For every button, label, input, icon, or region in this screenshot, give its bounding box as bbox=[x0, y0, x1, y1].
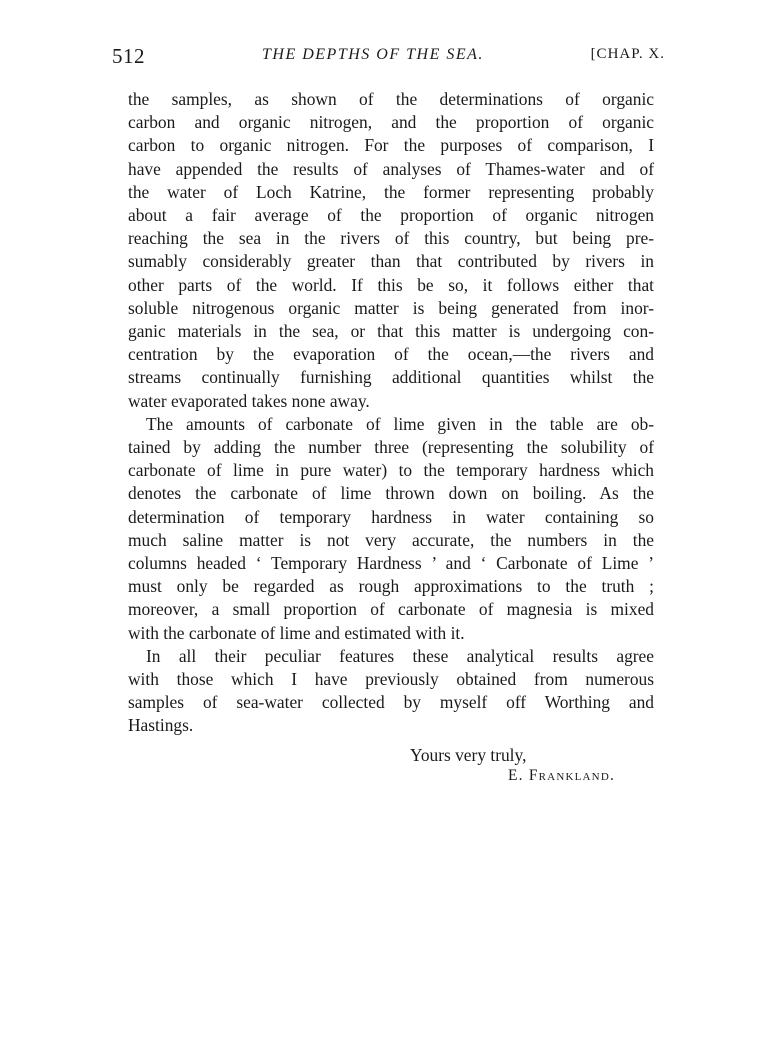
text-line: Hastings. bbox=[128, 715, 194, 736]
text-line: determination of temporary hardness in water containing so bbox=[128, 506, 654, 527]
page-header bbox=[112, 44, 665, 74]
text-line: carbon and organic nitrogen, and the proportion of organic bbox=[128, 112, 654, 133]
text-line: much saline matter is not very accurate, the numbers in the bbox=[128, 529, 654, 550]
running-title: THE DEPTHS OF THE SEA. bbox=[262, 46, 484, 63]
text-line: soluble nitrogenous organic matter is being generated from inor- bbox=[128, 297, 654, 318]
text-line: reaching the sea in the rivers of this country, but being pre- bbox=[128, 228, 654, 249]
page-number: 512 bbox=[112, 44, 145, 68]
text-line: sumably considerably greater than that contributed by rivers in bbox=[128, 251, 654, 272]
text-line: with the carbonate of lime and estimated with it. bbox=[128, 622, 465, 643]
body-text bbox=[128, 88, 654, 738]
text-line: the water of Loch Katrine, the former representing probably bbox=[128, 181, 654, 202]
text-line: streams continually furnishing additional quantities whilst the bbox=[128, 367, 654, 388]
text-line: must only be regarded as rough approximations to the truth ; bbox=[128, 576, 654, 597]
letter-signature: E. Frankland. bbox=[508, 767, 616, 784]
chapter-reference: [CHAP. X. bbox=[590, 46, 665, 62]
text-line: columns headed ‘ Temporary Hardness ’ and ‘ Carbonate of Lime ’ bbox=[128, 553, 654, 574]
text-line: the samples, as shown of the determinations of organic bbox=[128, 89, 654, 109]
paragraph-conclusion bbox=[128, 645, 654, 738]
text-line: tained by adding the number three (representing the solubility of bbox=[128, 437, 654, 458]
text-line: with those which I have previously obtained from numerous bbox=[128, 669, 654, 690]
text-line: In all their peculiar features these analytical results agree bbox=[146, 645, 654, 666]
paragraph-continuation bbox=[128, 88, 654, 413]
text-line: about a fair average of the proportion of organic nitrogen bbox=[128, 205, 654, 226]
text-line: water evaporated takes none away. bbox=[128, 390, 370, 411]
paragraph-carbonate-of-lime bbox=[128, 413, 654, 645]
text-line: The amounts of carbonate of lime given in the table are ob- bbox=[146, 413, 654, 434]
text-line: carbonate of lime in pure water) to the temporary hardness which bbox=[128, 460, 654, 481]
text-line: have appended the results of analyses of Thames-water and of bbox=[128, 158, 654, 179]
text-line: other parts of the world. If this be so, it follows either that bbox=[128, 274, 654, 295]
text-line: denotes the carbonate of lime thrown down on boiling. As the bbox=[128, 483, 654, 504]
text-line: centration by the evaporation of the ocean,—the rivers and bbox=[128, 344, 654, 365]
text-line: samples of sea-water collected by myself off Worthing and bbox=[128, 692, 654, 713]
letter-salutation: Yours very truly, bbox=[410, 745, 527, 765]
text-line: carbon to organic nitrogen. For the purposes of comparison, I bbox=[128, 135, 654, 156]
text-line: moreover, a small proportion of carbonate of magnesia is mixed bbox=[128, 599, 654, 620]
text-line: ganic materials in the sea, or that this matter is undergoing con- bbox=[128, 321, 654, 342]
